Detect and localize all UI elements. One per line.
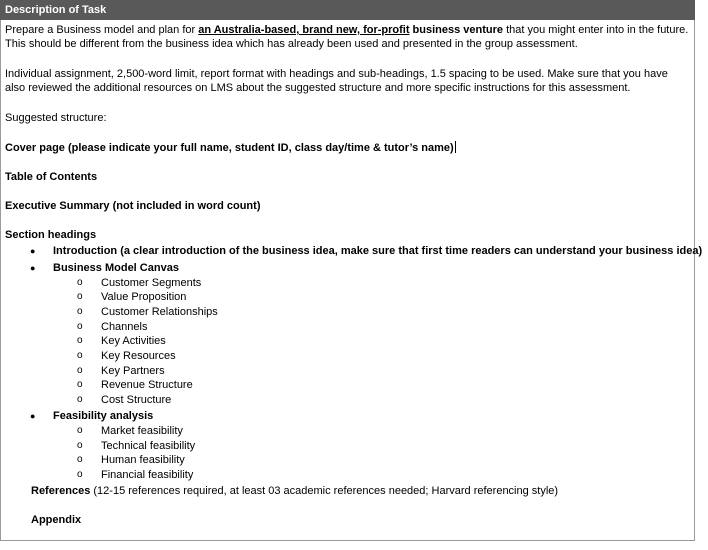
intro-emphasis-bold: business venture [409,24,504,36]
intro-text-c: that you might enter into in the future. [503,24,689,36]
circle-bullet-icon: o [77,394,83,405]
circle-bullet-icon: o [77,440,83,451]
toc-heading: Table of Contents [5,171,98,183]
sub-item-customer-segments: Customer Segments [101,277,202,289]
bullet-icon: ● [30,246,36,256]
assignment-paragraph-line-1: Individual assignment, 2,500-word limit, report format with headings and sub-headings, 1.5 spacing to be used. Make sure that you have [5,68,668,80]
sub-item-human-feasibility: Human feasibility [101,454,185,466]
bullet-icon: ● [30,411,36,421]
circle-bullet-icon: o [77,469,83,480]
table-header-title: Description of Task [0,0,695,20]
intro-paragraph-line-1 [5,23,688,37]
sub-item-financial-feasibility: Financial feasibility [101,469,194,481]
sub-item-value-proposition: Value Proposition [101,291,187,303]
sub-item-customer-relationships: Customer Relationships [101,306,218,318]
sub-item-key-partners: Key Partners [101,365,165,377]
circle-bullet-icon: o [77,321,83,332]
intro-paragraph-line-2: This should be different from the business idea which has already been used and presented in the group assessment. [5,38,578,50]
section-headings-label: Section headings [5,229,97,241]
sub-item-channels: Channels [101,321,148,333]
circle-bullet-icon: o [77,425,83,436]
executive-summary-heading: Executive Summary (not included in word count) [5,200,261,212]
appendix-heading: Appendix [31,514,82,526]
sub-item-technical-feasibility: Technical feasibility [101,440,196,452]
assignment-paragraph-line-2: also reviewed the additional resources on LMS about the suggested structure and more specific instructions for this assessment. [5,82,631,94]
list-item-introduction: Introduction (a clear introduction of the business idea, make sure that first time readers can understand your business idea) [53,245,703,257]
sub-item-key-resources: Key Resources [101,350,176,362]
suggested-structure-label: Suggested structure: [5,112,107,124]
references-note: (12-15 references required, at least 03 academic references needed; Harvard referencing style) [90,485,559,497]
sub-item-market-feasibility: Market feasibility [101,425,183,437]
sub-item-revenue-structure: Revenue Structure [101,379,193,391]
circle-bullet-icon: o [77,350,83,361]
references-line [31,484,558,498]
references-heading: References [31,485,91,497]
circle-bullet-icon: o [77,365,83,376]
sub-item-key-activities: Key Activities [101,335,166,347]
intro-emphasis-underlined: an Australia-based, brand new, for-profit [198,24,410,36]
cover-page-text: Cover page (please indicate your full name, student ID, class day/time & tutor’s name) [5,142,454,154]
circle-bullet-icon: o [77,379,83,390]
circle-bullet-icon: o [77,277,83,288]
circle-bullet-icon: o [77,306,83,317]
bullet-icon: ● [30,263,36,273]
sub-item-cost-structure: Cost Structure [101,394,172,406]
intro-text-a: Prepare a Business model and plan for [5,24,199,36]
cover-page-heading [5,141,456,155]
circle-bullet-icon: o [77,454,83,465]
list-item-business-model-canvas: Business Model Canvas [53,262,179,274]
list-item-feasibility-analysis: Feasibility analysis [53,410,154,422]
circle-bullet-icon: o [77,335,83,346]
text-cursor [455,141,456,153]
circle-bullet-icon: o [77,291,83,302]
